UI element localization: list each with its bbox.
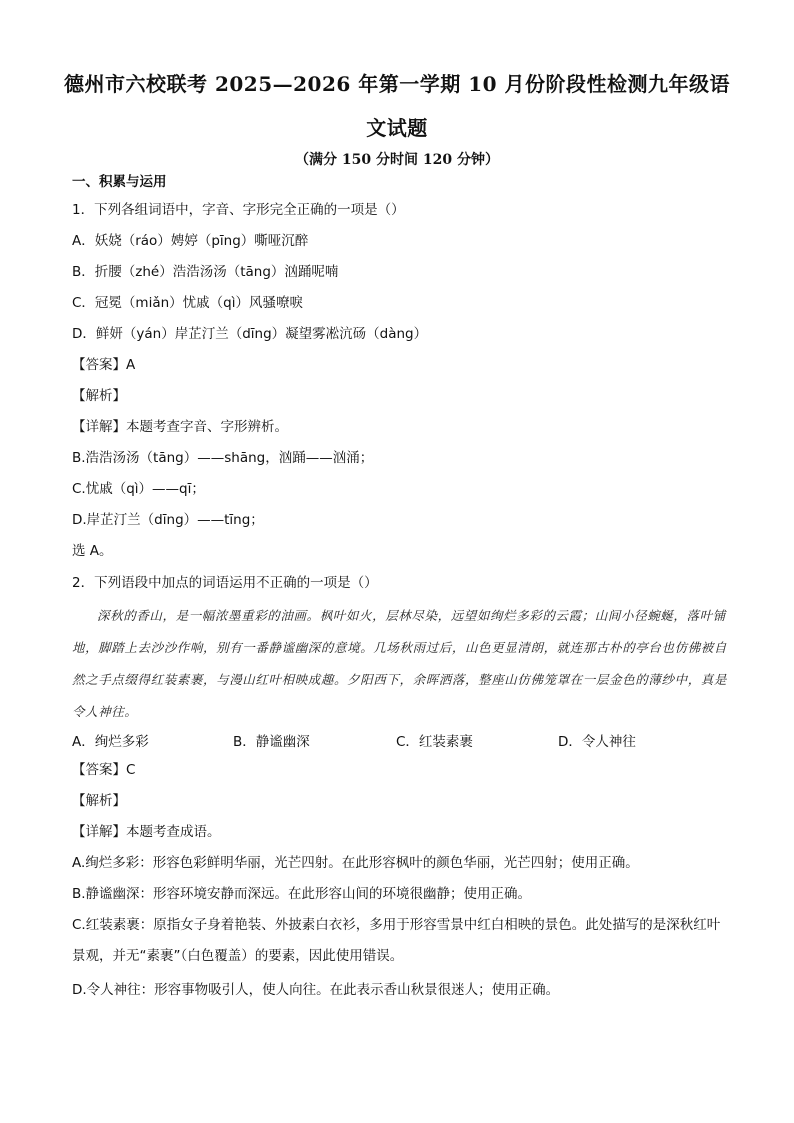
detail-text: 本题考查字音、字形辨析。 — [126, 419, 288, 435]
detail-label: 【详解】 — [72, 824, 126, 840]
question-2-detail — [72, 823, 221, 841]
exam-title-line2: 文试题 — [366, 116, 428, 140]
question-2-note-c: C.红装素裹：原指女子身着艳装、外披素白衣衫，多用于形容雪景中红白相映的景色。此处描写的是深秋红叶景观，并无“素裹”（白色覆盖）的要素，因此使用错误。 — [72, 917, 721, 964]
question-1-option-d: D．鲜妍（yán）岸芷汀兰（dīng）凝望雾凇沆砀（dàng） — [72, 326, 428, 342]
question-2-note-a: A.绚烂多彩：形容色彩鲜明华丽，光芒四射。在此形容枫叶的颜色华丽，光芒四射；使用正确。 — [72, 855, 639, 871]
question-1-note-c: C.忧戚（qì）——qī； — [72, 481, 205, 497]
question-1-answer — [72, 356, 135, 374]
question-1-detail — [72, 418, 288, 436]
question-2-note-b: B.静谧幽深：形容环境安静而深远。在此形容山间的环境很幽静；使用正确。 — [72, 886, 532, 902]
answer-label: 【答案】 — [72, 357, 126, 373]
section-heading: 一、积累与运用 — [72, 174, 167, 190]
question-1-option-a: A．妖娆（ráo）娉婷（pīng）嘶哑沉醉 — [72, 233, 309, 249]
question-2-passage: 深秋的香山，是一幅浓墨重彩的油画。枫叶如火，层林尽染，远望如绚烂多彩的云霞；山间小径蜿蜒，落叶铺地，脚踏上去沙沙作响，别有一番静谧幽深的意境。几场秋雨过后，山色更显清朗，就连那古朴的亭台也仿佛被自然之手点缀得红装素裹，与漫山红叶相映成趣。夕阳西下，余晖洒落，整座山仿佛笼罩在一层金色的薄纱中，真是令人神往。 — [72, 608, 728, 719]
question-2-option-d: D．令人神往 — [558, 734, 636, 750]
question-2-stem: 2．下列语段中加点的词语运用不正确的一项是（） — [72, 575, 378, 591]
question-2-option-c: C．红装素裹 — [396, 734, 473, 750]
exam-subtitle: （满分 150 分时间 120 分钟） — [295, 152, 499, 168]
question-2-option-a: A．绚烂多彩 — [72, 734, 149, 750]
question-1-analysis-label: 【解析】 — [72, 388, 126, 404]
answer-value: C — [126, 762, 136, 778]
answer-value: A — [126, 357, 136, 373]
question-1-note-b: B.浩浩汤汤（tāng）——shāng，汹踊——汹涌； — [72, 450, 374, 466]
question-1-note-d: D.岸芷汀兰（dīng）——tīng； — [72, 512, 264, 528]
detail-label: 【详解】 — [72, 419, 126, 435]
question-2-option-b: B．静谧幽深 — [233, 734, 310, 750]
question-1-stem: 1．下列各组词语中，字音、字形完全正确的一项是（） — [72, 202, 405, 218]
exam-title-line1: 德州市六校联考 2025—2026 年第一学期 10 月份阶段性检测九年级语 — [63, 72, 730, 96]
detail-text: 本题考查成语。 — [126, 824, 221, 840]
question-1-option-b: B．折腰（zhé）浩浩汤汤（tāng）汹踊呢喃 — [72, 264, 339, 280]
answer-label: 【答案】 — [72, 762, 126, 778]
question-1-conclusion: 选 A。 — [72, 543, 113, 559]
question-2-answer — [72, 761, 135, 779]
question-2-analysis-label: 【解析】 — [72, 793, 126, 809]
question-2-note-d: D.令人神往：形容事物吸引人，使人向往。在此表示香山秋景很迷人；使用正确。 — [72, 982, 560, 998]
question-1-option-c: C．冠冕（miǎn）忧戚（qì）风骚嘹唳 — [72, 295, 303, 311]
